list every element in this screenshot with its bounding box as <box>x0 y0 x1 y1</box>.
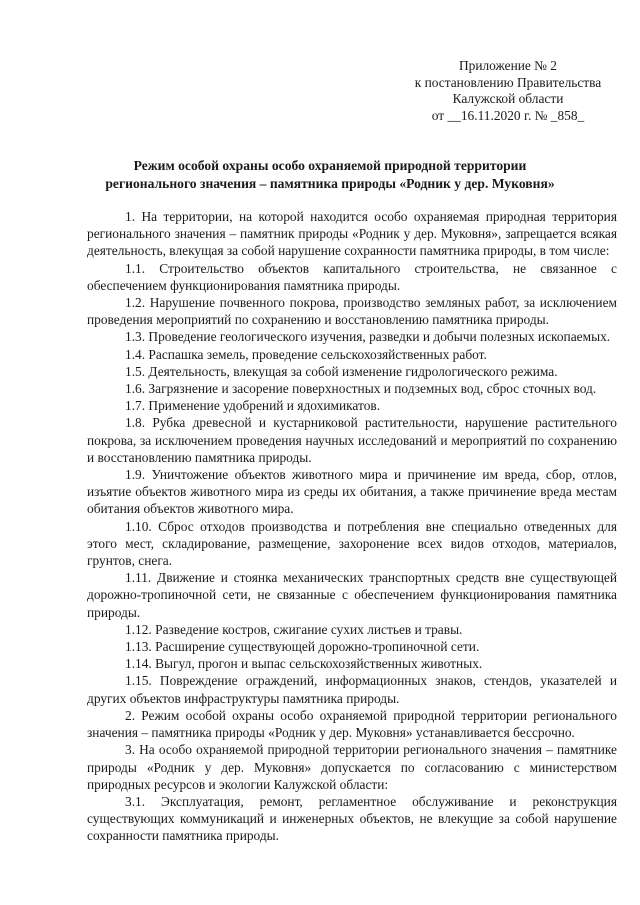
paragraph-1-10: 1.10. Сброс отходов производства и потребления вне специально отведенных для этого мест, складирование, размещение, захоронение всех видов отходов, материалов, грунтов, снега. <box>87 518 617 569</box>
paragraph-1-14: 1.14. Выгул, прогон и выпас сельскохозяйственных животных. <box>125 656 483 672</box>
paragraph-1: 1. На территории, на которой находится особо охраняемая природная территория регионального значения – памятник природы «Родник у дер. Муковня», запрещается всякая деятельность, влекущая за собой нарушение сохранности памятника природы, в том числе: <box>87 209 617 259</box>
title-line-1: Режим особой охраны особо охраняемой природной территории <box>133 158 527 173</box>
appendix-number: Приложение № 2 <box>458 58 558 73</box>
appendix-header <box>388 58 628 124</box>
paragraph-1-9: 1.9. Уничтожение объектов животного мира и причинение им вреда, сбор, отлов, изъятие объектов животного мира из среды их обитания, а также причинение вреда местам обитания объектов животного мира. <box>87 467 617 517</box>
title-line-2: регионального значения – памятника природы «Родник у дер. Муковня» <box>105 176 555 191</box>
paragraph-2: 2. Режим особой охраны особо охраняемой природной территории регионального значения – памятника природы «Родник у дер. Муковня» устанавливается бессрочно. <box>87 707 617 741</box>
document-body <box>87 208 617 845</box>
paragraph-1-2: 1.2. Нарушение почвенного покрова, производство земляных работ, за исключением проведения мероприятий по сохранению и восстановлению памятника природы. <box>87 295 617 328</box>
paragraph-3-1: 3.1. Эксплуатация, ремонт, регламентное обслуживание и реконструкция существующих коммуникаций и инженерных объектов, не влекущие за собой нарушение сохранности памятника природы. <box>87 793 617 844</box>
appendix-date-number: от __16.11.2020 г. № _858_ <box>431 107 585 123</box>
paragraph-1-11: 1.11. Движение и стоянка механических транспортных средств вне существующей дорожно-тропиночной сети, не связанные с обеспечением функционирования памятника природы. <box>87 570 617 620</box>
paragraph-1-7: 1.7. Применение удобрений и ядохимикатов. <box>125 398 381 414</box>
paragraph-1-8: 1.8. Рубка древесной и кустарниковой растительности, нарушение растительного покрова, за исключением проведения научных исследований и мероприятий по сохранению и восстановлению памятника природы. <box>87 415 617 465</box>
paragraph-1-5: 1.5. Деятельность, влекущая за собой изменение гидрологического режима. <box>125 363 558 379</box>
paragraph-1-3: 1.3. Проведение геологического изучения, разведки и добычи полезных ископаемых. <box>125 329 611 345</box>
paragraph-1-6: 1.6. Загрязнение и засорение поверхностных и подземных вод, сброс сточных вод. <box>125 381 597 397</box>
paragraph-1-13: 1.13. Расширение существующей дорожно-тропиночной сети. <box>125 639 480 655</box>
paragraph-1-12: 1.12. Разведение костров, сжигание сухих листьев и травы. <box>125 621 463 637</box>
appendix-region: Калужской области <box>452 91 564 106</box>
paragraph-1-4: 1.4. Распашка земель, проведение сельскохозяйственных работ. <box>125 346 487 362</box>
paragraph-1-1: 1.1. Строительство объектов капитального строительства, не связанное с обеспечением функционирования памятника природы. <box>87 260 617 293</box>
document-title <box>60 157 600 193</box>
paragraph-1-15: 1.15. Повреждение ограждений, информационных знаков, стендов, указателей и других объектов инфраструктуры памятника природы. <box>87 673 617 706</box>
paragraph-3: 3. На особо охраняемой природной территории регионального значения – памятнике природы «Родник у дер. Муковня» допускается по согласованию с министерством природных ресурсов и экологии Калужской области: <box>87 742 617 792</box>
appendix-decree: к постановлению Правительства <box>414 74 602 90</box>
